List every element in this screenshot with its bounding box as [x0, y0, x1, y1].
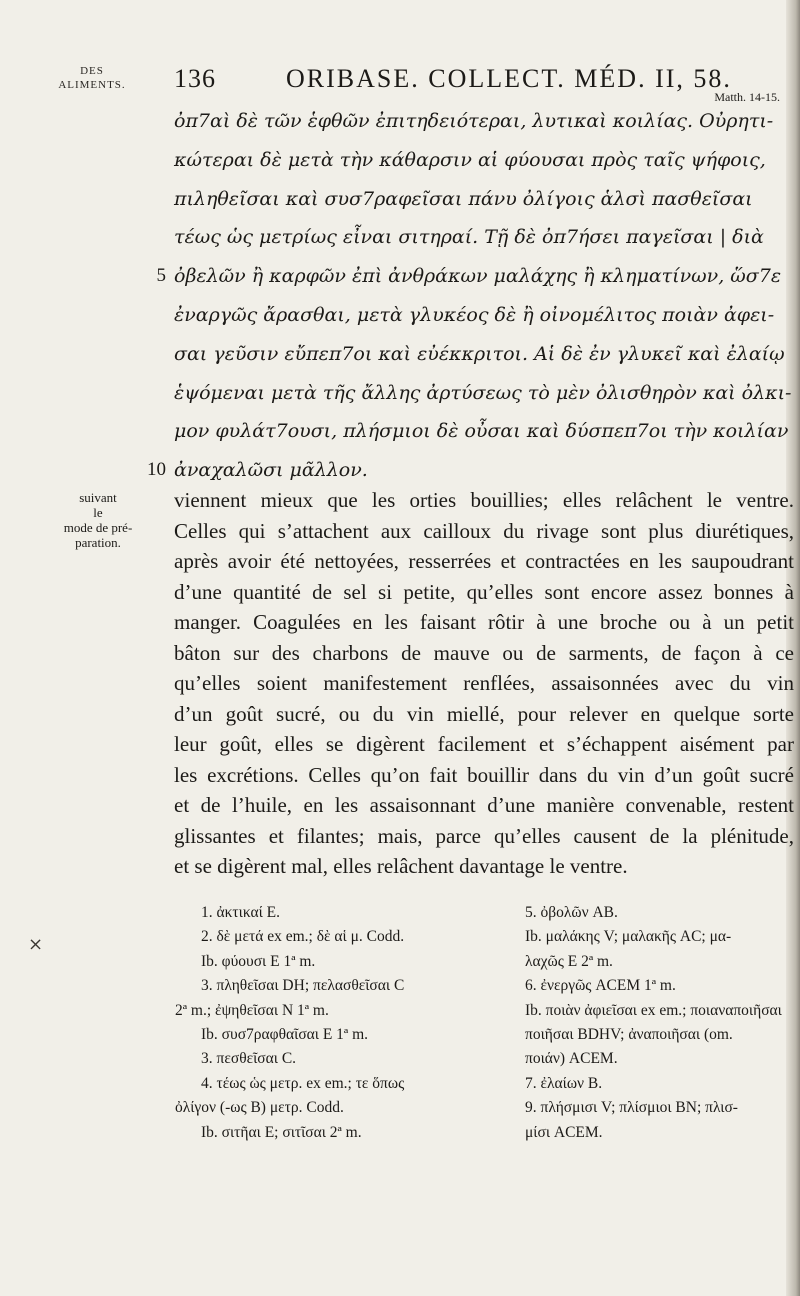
critical-note: Ib. σιτῆαι E; σιτῖσαι 2ª m. [201, 1123, 362, 1141]
greek-line-text: ὀπ7αὶ δὲ τῶν ἑφθῶν ἐπιτηδειότεραι, λυτικαὶ κοιλίας. Οὐρητι- [174, 110, 774, 132]
greek-line [174, 412, 798, 451]
french-line: manger. Coagulées en les faisant rôtir à une broche ou à un petit [174, 610, 794, 634]
greek-line [174, 374, 798, 413]
matthaei-reference: Matth. 14-15. [714, 90, 780, 104]
margin-section-line: ALIMENTS. [58, 79, 126, 91]
critical-note: 4. τέως ὡς μετρ. ex em.; τε ὅπως [201, 1074, 405, 1092]
page-number: 136 [174, 64, 216, 93]
french-line: et se digèrent mal, elles relâchent davantage le ventre. [174, 854, 628, 878]
french-translation-block [174, 485, 794, 882]
greek-line [174, 335, 798, 374]
french-line: qu’elles soient manifestement renflées, assaisonnées avec du vin [174, 671, 794, 695]
critical-note: 3. πληθεῖσαι DH; πελασθεῖσαι C [201, 977, 405, 995]
notes-right-column [525, 901, 793, 1145]
critical-note: ποιάν) ACEM. [525, 1050, 618, 1068]
greek-line-text: σαι γεῦσιν εὔπεπ7οι καὶ εὐέκκριτοι. Αἱ δὲ ἐν γλυκεῖ καὶ ἐλαίῳ [174, 342, 785, 365]
side-note-line: paration. [75, 535, 121, 550]
line-number: 10 [147, 459, 166, 481]
margin-section-label [52, 64, 132, 92]
greek-line-text: ἐναργῶς ἄρασθαι, μετὰ γλυκέος δὲ ἢ οἰνομέλιτος ποιὰν ἀφει- [174, 303, 775, 326]
critical-note: Ib. ποιὰν ἀφιεῖσαι ex em.; ποιαναποιῆσαι [525, 1001, 782, 1019]
critical-note: 3. πεσθεῖσαι C. [201, 1050, 297, 1068]
running-title: ORIBASE. COLLECT. MÉD. II, 58. [286, 64, 732, 93]
french-line: après avoir été nettoyées, resserrées et contractées en les saupoudrant [174, 549, 794, 573]
critical-note: 2. δὲ μετά ex em.; δὲ αἱ μ. Codd. [201, 928, 405, 946]
critical-note: 1. ἀκτικαί E. [201, 904, 281, 921]
greek-line-text: ἑψόμεναι μετὰ τῆς ἄλλης ἀρτύσεως τὸ μὲν ὀλισθηρὸν καὶ ὀλκι- [174, 381, 792, 404]
critical-note: ὀλίγον (-ως B) μετρ. Codd. [175, 1099, 344, 1117]
critical-note: λαχῶς E 2ª m. [525, 952, 613, 970]
greek-line-text: πιληθεῖσαι καὶ συσ7ραφεῖσαι πάνυ ὀλίγοις ἁλσὶ πασθεῖσαι [174, 187, 753, 210]
greek-line [174, 180, 798, 219]
greek-line-text: μον φυλάτ7ουσι, πλήσμιοι δὲ οὖσαι καὶ δύσπεπ7οι τὴν κοιλίαν [174, 420, 789, 443]
greek-line-text: ὀβελῶν ἢ καρφῶν ἐπὶ ἀνθράκων μαλάχης ἢ κληματίνων, ὥσ7ε [174, 265, 782, 288]
running-head [0, 64, 800, 104]
greek-line-text: τέως ὡς μετρίως εἶναι σιτηραί. Τῇ δὲ ὀπ7ήσει παγεῖσαι | διὰ [174, 226, 764, 249]
french-line: et de l’huile, en les assaisonnant d’une manière convenable, restent [174, 793, 794, 817]
side-note-line: suivant [79, 490, 117, 505]
french-line: bâton sur des charbons de mauve ou de sarments, de façon à ce [174, 640, 794, 665]
critical-note: ποιῆσαι BDHV; ἀναποιῆσαι (om. [525, 1025, 733, 1043]
critical-note: μίσι ACEM. [525, 1123, 603, 1141]
side-note-line: mode de pré- [63, 520, 133, 535]
critical-note: 5. ὀβολῶν AB. [525, 904, 618, 921]
french-line: d’un goût sucré, ou du vin miellé, pour relever en quelque sorte [174, 701, 794, 726]
french-line: leur goût, elles se digèrent facilement et s’échappent aisément par [174, 732, 794, 756]
french-line: d’une quantité de sel si petite, qu’elles sont encore assez bonnes à [174, 579, 794, 604]
side-note [50, 490, 146, 550]
critical-note: 9. πλήσμισι V; πλίσμιοι BN; πλισ- [525, 1099, 738, 1117]
critical-note: Ib. μαλάκης V; μαλακῆς AC; μα- [525, 928, 732, 946]
critical-note: 6. ἐνεργῶς ACEM 1ª m. [525, 977, 676, 995]
greek-text-block [147, 102, 798, 490]
notes-left-column [175, 901, 495, 1145]
side-note-line: le [93, 505, 103, 520]
french-line: viennent mieux que les orties bouillies; elles relâchent le ventre. [174, 488, 794, 512]
greek-line [156, 257, 798, 296]
line-number: 5 [156, 265, 166, 287]
french-line: les excrétions. Celles qu’on fait bouillir dans du vin d’un goût sucré [174, 762, 794, 787]
greek-line [174, 141, 798, 180]
greek-line [174, 218, 798, 257]
critical-note: Ib. φύουσι E 1ª m. [201, 952, 316, 970]
margin-section-line: DES [80, 65, 104, 77]
french-line: glissantes et filantes; mais, parce qu’elles causent de la plénitude, [174, 823, 794, 848]
stray-ink-mark: × [28, 934, 44, 955]
critical-note: 2ª m.; ἐψηθεῖσαι N 1ª m. [175, 1001, 329, 1019]
french-line: Celles qui s’attachent aux cailloux du rivage sont plus diurétiques, [174, 518, 794, 543]
critical-note: Ib. συσ7ραφθαῖσαι E 1ª m. [201, 1025, 369, 1043]
greek-line-text: κώτεραι δὲ μετὰ τὴν κάθαρσιν αἱ φύουσαι πρὸς ταῖς ψήφοις, [174, 148, 766, 171]
greek-line [174, 296, 798, 335]
critical-note: 7. ἐλαίων B. [525, 1074, 603, 1092]
greek-line [174, 102, 798, 141]
greek-line-text: ἀναχαλῶσι μᾶλλον. [174, 459, 368, 482]
